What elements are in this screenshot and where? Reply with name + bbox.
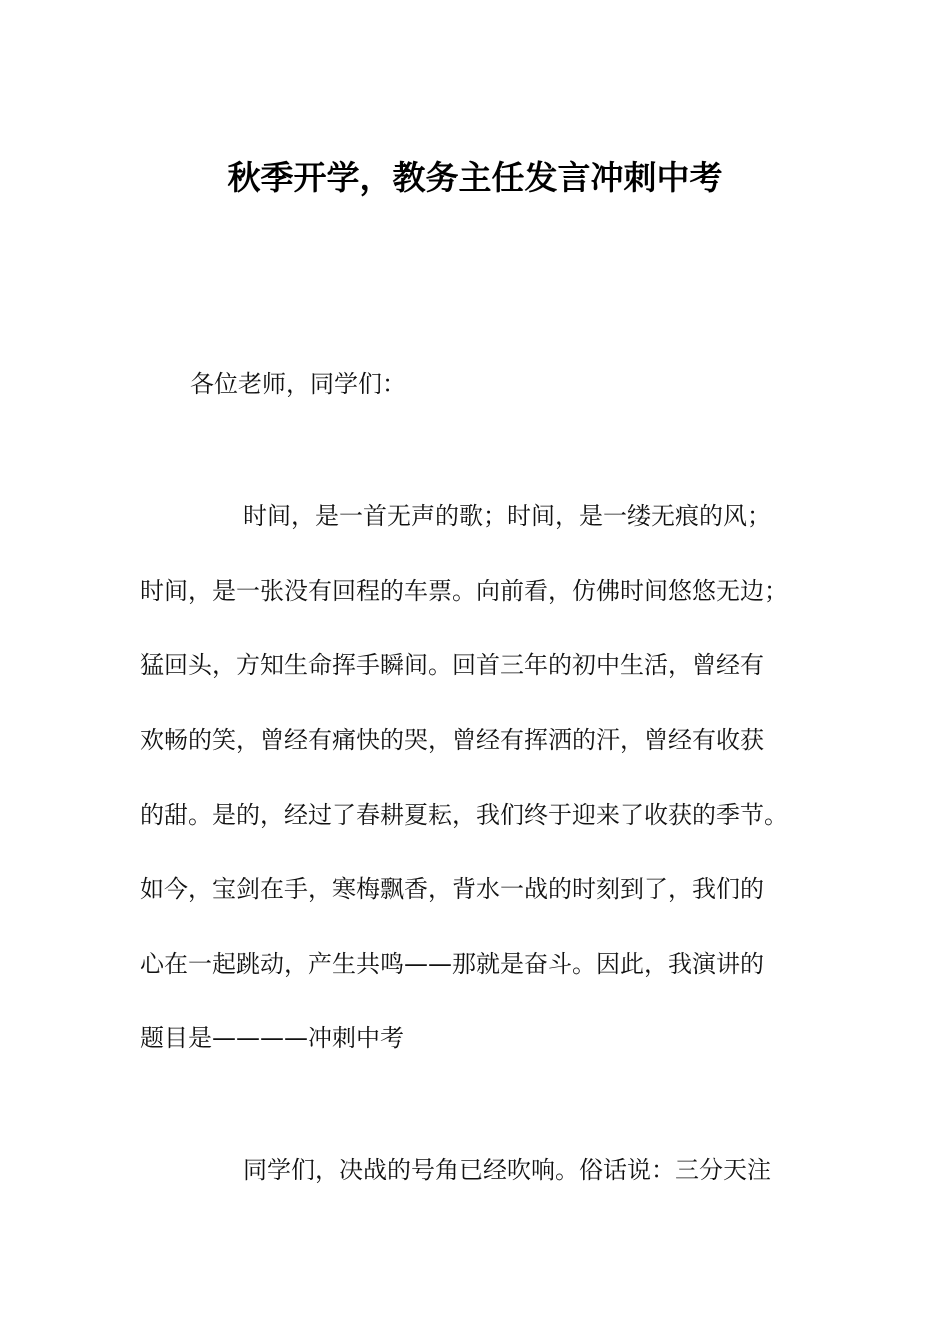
paragraph-1-line-8: 题目是————冲刺中考 bbox=[140, 1024, 404, 1052]
paragraph-1-line-5: 的甜。是的，经过了春耕夏耘，我们终于迎来了收获的季节。 bbox=[140, 801, 788, 829]
paragraph-1-line-6: 如今，宝剑在手，寒梅飘香，背水一战的时刻到了，我们的 bbox=[140, 875, 764, 903]
paragraph-1-line-4: 欢畅的笑，曾经有痛快的哭，曾经有挥洒的汗，曾经有收获 bbox=[140, 726, 764, 754]
paragraph-2-line-1: 同学们，决战的号角已经吹响。俗话说：三分天注 bbox=[243, 1156, 771, 1184]
paragraph-1-line-3: 猛回头，方知生命挥手瞬间。回首三年的初中生活，曾经有 bbox=[140, 651, 764, 679]
salutation: 各位老师，同学们： bbox=[190, 370, 406, 398]
paragraph-1-line-1: 时间，是一首无声的歌；时间，是一缕无痕的风； bbox=[243, 502, 771, 530]
paragraph-1-line-2: 时间，是一张没有回程的车票。向前看，仿佛时间悠悠无边； bbox=[140, 577, 788, 605]
paragraph-1-line-7: 心在一起跳动，产生共鸣——那就是奋斗。因此，我演讲的 bbox=[140, 950, 764, 978]
document-title: 秋季开学，教务主任发言冲刺中考 bbox=[227, 158, 723, 197]
